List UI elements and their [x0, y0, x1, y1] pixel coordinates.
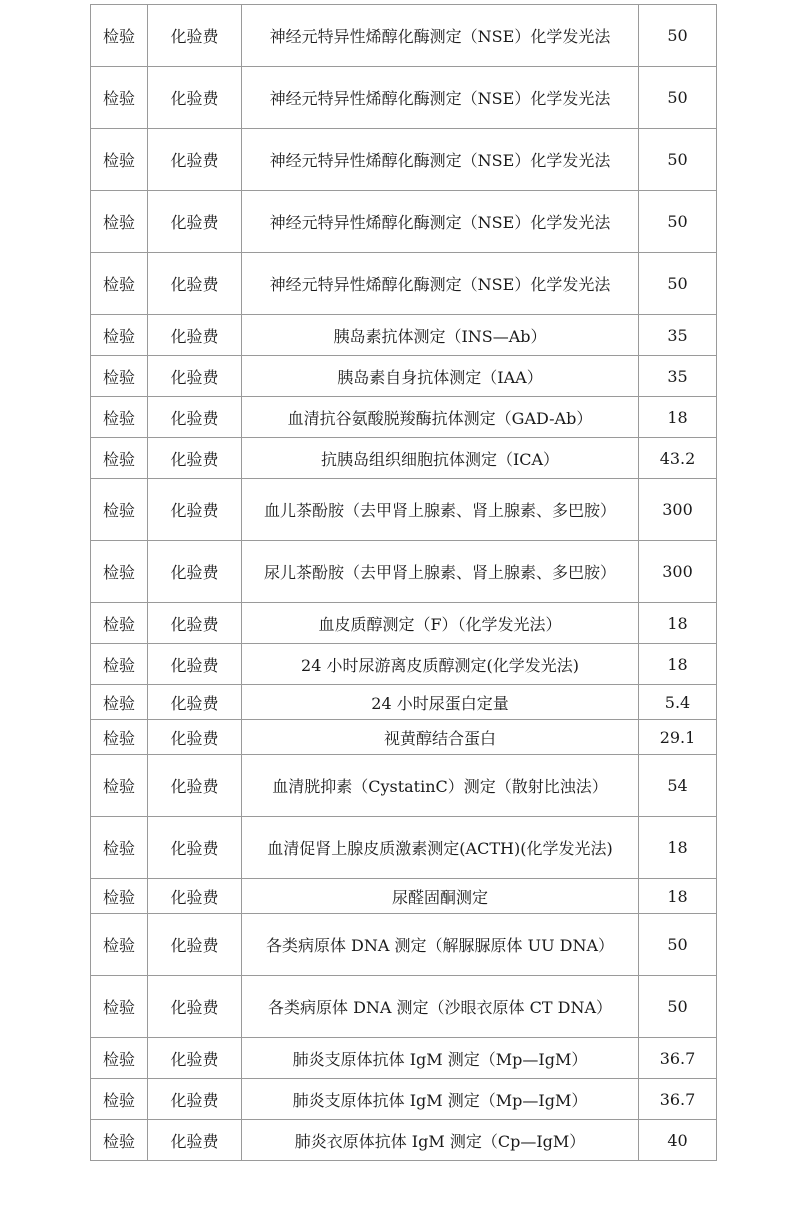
fee-type-cell: 化验费	[148, 479, 242, 541]
item-name-cell: 尿儿茶酚胺（去甲肾上腺素、肾上腺素、多巴胺）	[242, 541, 639, 603]
fee-type-cell: 化验费	[148, 976, 242, 1038]
fee-type-cell: 化验费	[148, 356, 242, 397]
price-cell: 18	[639, 817, 717, 879]
item-name-cell: 抗胰岛组织细胞抗体测定（ICA）	[242, 438, 639, 479]
category-cell: 检验	[91, 817, 148, 879]
category-cell: 检验	[91, 129, 148, 191]
table-row	[91, 356, 717, 397]
item-name-cell: 各类病原体 DNA 测定（沙眼衣原体 CT DNA）	[242, 976, 639, 1038]
item-name-cell: 各类病原体 DNA 测定（解脲脲原体 UU DNA）	[242, 914, 639, 976]
price-cell: 36.7	[639, 1079, 717, 1120]
fee-type-cell: 化验费	[148, 685, 242, 720]
table-row	[91, 879, 717, 914]
item-name-cell: 神经元特异性烯醇化酶测定（NSE）化学发光法	[242, 5, 639, 67]
fee-type-cell: 化验费	[148, 879, 242, 914]
price-cell: 50	[639, 253, 717, 315]
item-name-cell: 神经元特异性烯醇化酶测定（NSE）化学发光法	[242, 67, 639, 129]
table-row	[91, 755, 717, 817]
table-row	[91, 1079, 717, 1120]
price-cell: 50	[639, 191, 717, 253]
category-cell: 检验	[91, 67, 148, 129]
table-row	[91, 67, 717, 129]
item-name-cell: 血儿茶酚胺（去甲肾上腺素、肾上腺素、多巴胺）	[242, 479, 639, 541]
category-cell: 检验	[91, 1120, 148, 1161]
fee-type-cell: 化验费	[148, 129, 242, 191]
price-cell: 50	[639, 976, 717, 1038]
price-cell: 18	[639, 879, 717, 914]
item-name-cell: 神经元特异性烯醇化酶测定（NSE）化学发光法	[242, 253, 639, 315]
category-cell: 检验	[91, 1079, 148, 1120]
fee-type-cell: 化验费	[148, 755, 242, 817]
price-cell: 5.4	[639, 685, 717, 720]
table-row	[91, 914, 717, 976]
price-cell: 300	[639, 541, 717, 603]
table-row	[91, 1120, 717, 1161]
fee-type-cell: 化验费	[148, 253, 242, 315]
fee-type-cell: 化验费	[148, 603, 242, 644]
category-cell: 检验	[91, 356, 148, 397]
price-cell: 50	[639, 914, 717, 976]
price-cell: 36.7	[639, 1038, 717, 1079]
table-row	[91, 541, 717, 603]
item-name-cell: 血清抗谷氨酸脱羧酶抗体测定（GAD-Ab）	[242, 397, 639, 438]
price-cell: 43.2	[639, 438, 717, 479]
category-cell: 检验	[91, 976, 148, 1038]
category-cell: 检验	[91, 397, 148, 438]
item-name-cell: 血清促肾上腺皮质激素测定(ACTH)(化学发光法)	[242, 817, 639, 879]
fee-type-cell: 化验费	[148, 315, 242, 356]
table-row	[91, 191, 717, 253]
fee-type-cell: 化验费	[148, 67, 242, 129]
item-name-cell: 血清胱抑素（CystatinC）测定（散射比浊法）	[242, 755, 639, 817]
price-cell: 35	[639, 315, 717, 356]
item-name-cell: 胰岛素自身抗体测定（IAA）	[242, 356, 639, 397]
table-row	[91, 315, 717, 356]
price-cell: 54	[639, 755, 717, 817]
fee-type-cell: 化验费	[148, 5, 242, 67]
price-cell: 18	[639, 644, 717, 685]
fee-type-cell: 化验费	[148, 720, 242, 755]
category-cell: 检验	[91, 644, 148, 685]
fee-type-cell: 化验费	[148, 914, 242, 976]
item-name-cell: 24 小时尿蛋白定量	[242, 685, 639, 720]
category-cell: 检验	[91, 603, 148, 644]
category-cell: 检验	[91, 685, 148, 720]
item-name-cell: 胰岛素抗体测定（INS—Ab）	[242, 315, 639, 356]
category-cell: 检验	[91, 479, 148, 541]
price-cell: 35	[639, 356, 717, 397]
fee-table-body	[91, 5, 717, 1161]
category-cell: 检验	[91, 720, 148, 755]
category-cell: 检验	[91, 755, 148, 817]
category-cell: 检验	[91, 438, 148, 479]
item-name-cell: 血皮质醇测定（F）（化学发光法）	[242, 603, 639, 644]
table-row	[91, 479, 717, 541]
table-row	[91, 644, 717, 685]
fee-type-cell: 化验费	[148, 644, 242, 685]
fee-table	[90, 4, 717, 1161]
price-cell: 29.1	[639, 720, 717, 755]
price-cell: 50	[639, 5, 717, 67]
category-cell: 检验	[91, 879, 148, 914]
item-name-cell: 视黄醇结合蛋白	[242, 720, 639, 755]
fee-type-cell: 化验费	[148, 1038, 242, 1079]
category-cell: 检验	[91, 1038, 148, 1079]
item-name-cell: 24 小时尿游离皮质醇测定(化学发光法)	[242, 644, 639, 685]
price-cell: 18	[639, 603, 717, 644]
fee-type-cell: 化验费	[148, 541, 242, 603]
category-cell: 检验	[91, 541, 148, 603]
category-cell: 检验	[91, 5, 148, 67]
table-row	[91, 397, 717, 438]
item-name-cell: 肺炎支原体抗体 IgM 测定（Mp—IgM）	[242, 1079, 639, 1120]
fee-type-cell: 化验费	[148, 1120, 242, 1161]
price-cell: 40	[639, 1120, 717, 1161]
table-row	[91, 976, 717, 1038]
table-row	[91, 1038, 717, 1079]
category-cell: 检验	[91, 253, 148, 315]
item-name-cell: 肺炎支原体抗体 IgM 测定（Mp—IgM）	[242, 1038, 639, 1079]
table-row	[91, 720, 717, 755]
price-cell: 50	[639, 67, 717, 129]
price-cell: 50	[639, 129, 717, 191]
fee-type-cell: 化验费	[148, 397, 242, 438]
table-row	[91, 603, 717, 644]
table-row	[91, 817, 717, 879]
table-row	[91, 253, 717, 315]
table-row	[91, 438, 717, 479]
fee-type-cell: 化验费	[148, 817, 242, 879]
table-row	[91, 129, 717, 191]
price-cell: 300	[639, 479, 717, 541]
fee-type-cell: 化验费	[148, 438, 242, 479]
category-cell: 检验	[91, 315, 148, 356]
item-name-cell: 尿醛固酮测定	[242, 879, 639, 914]
price-cell: 18	[639, 397, 717, 438]
fee-type-cell: 化验费	[148, 191, 242, 253]
category-cell: 检验	[91, 191, 148, 253]
table-row	[91, 685, 717, 720]
fee-type-cell: 化验费	[148, 1079, 242, 1120]
item-name-cell: 神经元特异性烯醇化酶测定（NSE）化学发光法	[242, 191, 639, 253]
table-row	[91, 5, 717, 67]
item-name-cell: 肺炎衣原体抗体 IgM 测定（Cp—IgM）	[242, 1120, 639, 1161]
item-name-cell: 神经元特异性烯醇化酶测定（NSE）化学发光法	[242, 129, 639, 191]
category-cell: 检验	[91, 914, 148, 976]
